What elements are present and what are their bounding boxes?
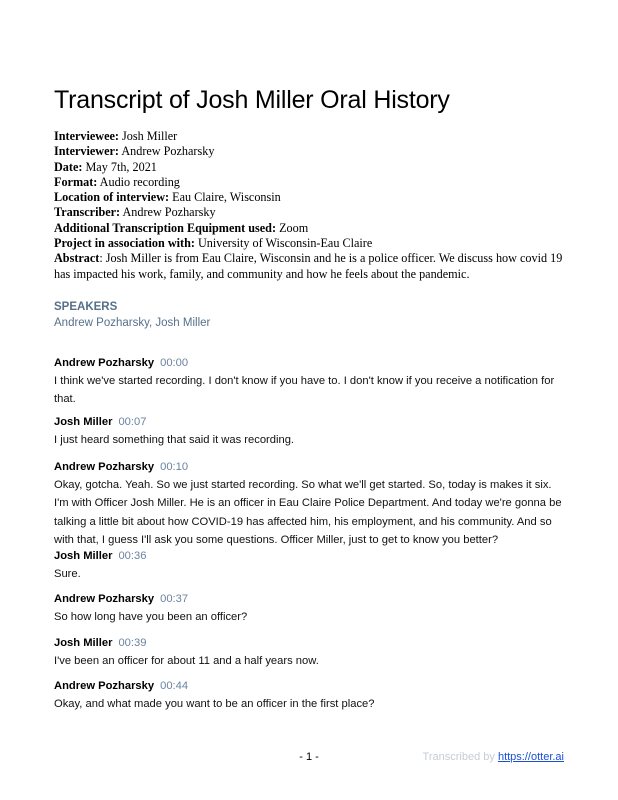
transcription-credit [423,751,564,763]
speaker-name: Andrew Pozharsky [54,357,155,369]
speaker-name: Andrew Pozharsky [54,593,155,605]
interview-metadata [54,129,574,251]
utterance-text: I think we've started recording. I don't know if you have to. I don't know if you receive a notification for that. [54,375,555,406]
utterance-text: I've been an officer for about 11 and a half years now. [54,655,319,668]
metadata-row [54,205,574,220]
abstract-text: : Josh Miller is from Eau Claire, Wisconsin and he is a police officer. We discuss how covid 19 has impacted his work, family, and community and how he feels about the pandemic. [54,251,563,281]
transcript-turn [54,590,566,626]
speaker-name: Josh Miller [54,416,113,428]
metadata-label: Location of interview: [54,190,170,205]
timestamp: 00:00 [160,357,189,369]
metadata-row [54,175,574,190]
page-number: - 1 - [299,751,319,763]
otter-link[interactable]: https://otter.ai [497,751,564,763]
transcript-turn [54,458,566,549]
metadata-value: May 7th, 2021 [82,159,157,174]
timestamp: 00:39 [118,637,147,649]
metadata-row [54,144,574,159]
transcript-turn [54,413,566,449]
metadata-label: Date: [54,159,83,174]
utterance-text: Okay, and what made you want to be an officer in the first place? [54,698,375,711]
utterance-text: So how long have you been an officer? [54,611,248,624]
metadata-value: Eau Claire, Wisconsin [169,190,281,205]
speaker-name: Andrew Pozharsky [54,461,155,473]
abstract [54,250,574,282]
metadata-value: Zoom [276,220,309,235]
timestamp: 00:37 [160,593,189,605]
utterance-text: Sure. [54,568,81,581]
speaker-name: Josh Miller [54,550,113,562]
transcript-turn [54,634,566,670]
metadata-row [54,221,574,236]
metadata-label: Additional Transcription Equipment used: [54,220,277,235]
timestamp: 00:44 [160,680,189,692]
metadata-label: Project in association with: [54,236,195,251]
utterance-text: Okay, gotcha. Yeah. So we just started recording. So what we'll get started. So, today is makes it six. I'm with Officer Josh Miller. He is an officer in Eau Claire Police Department. And today we're gonna be talking a little bit about how COVID-19 has affected him, his employment, and his community. And so with that, I guess I'll ask you some questions. Officer Miller, just to get to know you better? [54,479,562,546]
timestamp: 00:36 [118,550,147,562]
transcript-turn [54,677,566,713]
metadata-value: Andrew Pozharsky [120,205,216,220]
metadata-label: Interviewee: [54,129,119,143]
metadata-row [54,129,574,144]
metadata-label: Interviewer: [54,144,119,159]
document-title: Transcript of Josh Miller Oral History [54,86,450,114]
metadata-label: Format: [54,174,98,189]
metadata-label: Transcriber: [54,205,121,220]
transcript-turn [54,354,566,409]
speakers-list: Andrew Pozharsky, Josh Miller [54,317,211,329]
speaker-name: Josh Miller [54,637,113,649]
metadata-row [54,190,574,205]
credit-prefix: Transcribed by [422,751,498,763]
metadata-value: Josh Miller [118,129,178,143]
timestamp: 00:07 [118,416,147,428]
metadata-row [54,160,574,175]
transcript-turn [54,547,566,583]
metadata-value: Audio recording [97,174,180,189]
metadata-value: Andrew Pozharsky [118,144,215,159]
speaker-name: Andrew Pozharsky [54,680,155,692]
speakers-heading: SPEAKERS [54,301,118,313]
timestamp: 00:10 [160,461,189,473]
metadata-value: University of Wisconsin-Eau Claire [194,236,373,251]
abstract-label: Abstract [54,251,100,265]
utterance-text: I just heard something that said it was recording. [54,434,295,447]
